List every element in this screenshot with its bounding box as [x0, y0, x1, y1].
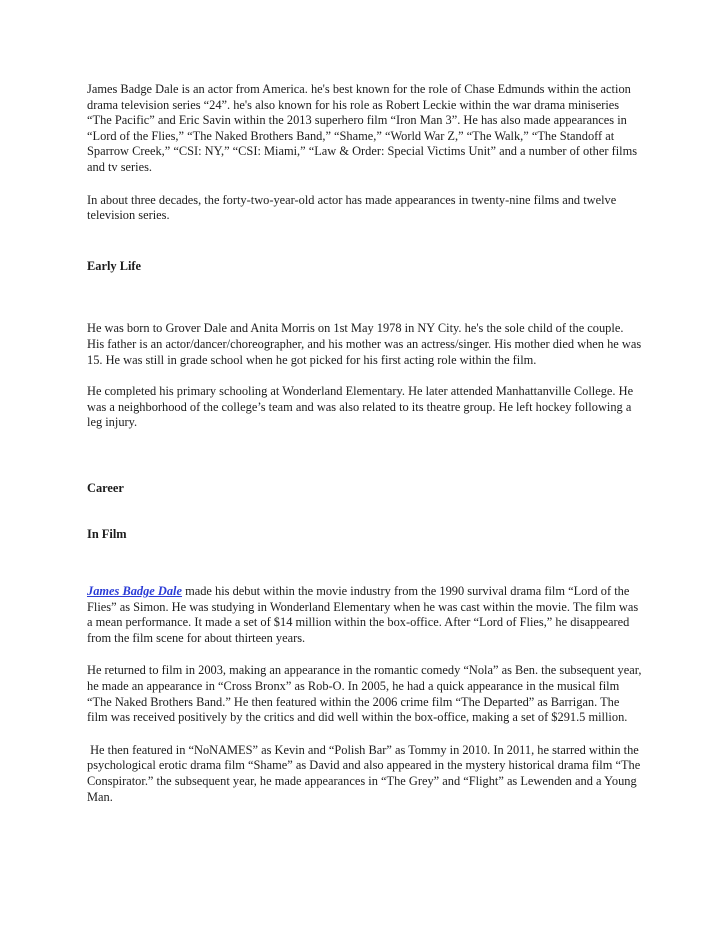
- intro-paragraph-2: In about three decades, the forty-two-year-old actor has made appearances in twenty-nine films and twelve television series.: [87, 192, 617, 223]
- early-life-paragraph-1: He was born to Grover Dale and Anita Morris on 1st May 1978 in NY City. he's the sole child of the couple. His father is an actor/dancer/choreographer, and his mother was an actress/singer. His mother died when he was 15. He was still in grade school when he got picked for his first acting role within the film.: [87, 321, 642, 367]
- document-page: [87, 82, 643, 805]
- intro-paragraph-1: James Badge Dale is an actor from America. he's best known for the role of Chase Edmunds within the action drama television series “24”. he's also known for his role as Robert Leckie within the war drama miniseries “The Pacific” and Eric Savin within the 2013 superhero film “Iron Man 3”. He has also made appearances in “Lord of the Flies,” “The Naked Brothers Band,” “Shame,” “World War Z,” “The Walk,” “The Standoff at Sparrow Creek,” “CSI: NY,” “CSI: Miami,” “Law & Order: Special Victims Unit” and a number of other films and tv series.: [87, 82, 638, 174]
- career-heading: Career: [87, 480, 124, 495]
- early-life-heading: Early Life: [87, 258, 142, 273]
- early-life-paragraph-2: He completed his primary schooling at Wonderland Elementary. He later attended Manhattanville College. He was a neighborhood of the college’s team and was also related to its theatre group. He left hockey following a leg injury.: [87, 384, 634, 430]
- career-paragraph-1-text: made his debut within the movie industry from the 1990 survival drama film “Lord of the Flies” as Simon. He was studying in Wonderland Elementary when he was cast within the movie. The film was a mean performance. It made a set of $14 million within the box-office. After “Lord of Flies,” he disappeared from the film scene for about thirteen years.: [87, 584, 639, 645]
- career-paragraph-2: He returned to film in 2003, making an appearance in the romantic comedy “Nola” as Ben. the subsequent year, he made an appearance in “Cross Bronx” as Rob-O. In 2005, he had a quick appearance in the musical film “The Naked Brothers Band.” He then featured within the 2006 crime film “The Departed” as Barrigan. The film was received positively by the critics and did well within the box-office, making a set of $291.5 million.: [87, 663, 642, 725]
- career-paragraph-1: [87, 584, 643, 646]
- career-paragraph-3: He then featured in “NoNAMES” as Kevin and “Polish Bar” as Tommy in 2010. In 2011, he starred within the psychological erotic drama film “Shame” as David and also appeared in the mystery historical drama film “The Conspirator.” the subsequent year, he made appearances in “The Grey” and “Flight” as Lewenden and a Young Man.: [87, 742, 641, 804]
- in-film-subheading: In Film: [87, 526, 127, 541]
- james-badge-dale-link[interactable]: James Badge Dale: [87, 584, 182, 599]
